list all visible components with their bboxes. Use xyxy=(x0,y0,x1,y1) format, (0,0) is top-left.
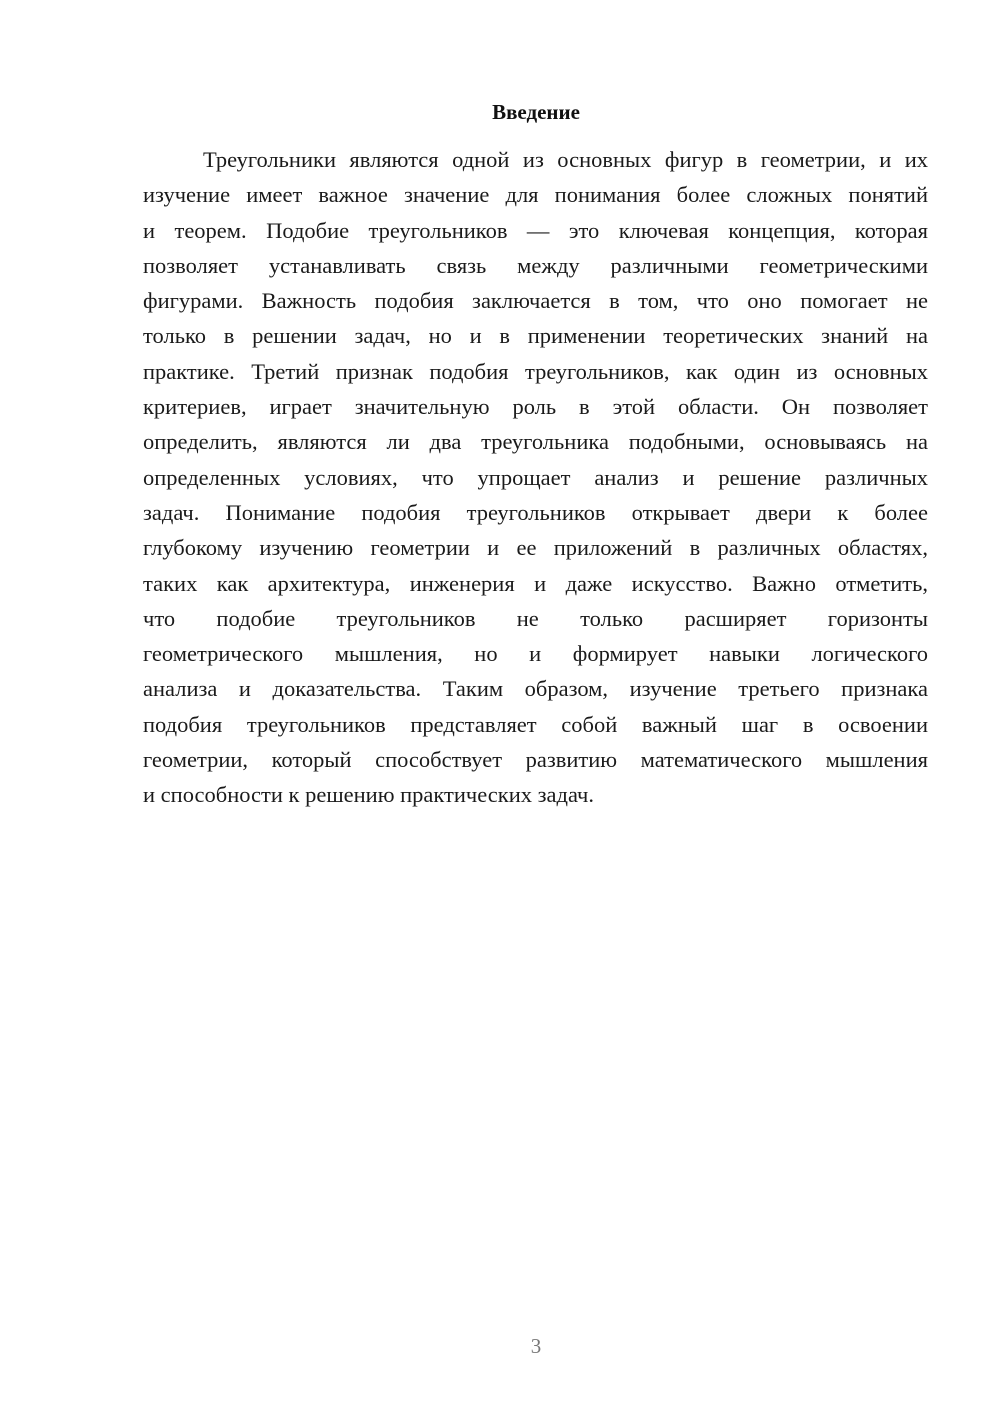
paragraph-line: геометрии, который способствует развитию математического мышления xyxy=(143,747,928,773)
paragraph-line: подобия треугольников представляет собой важный шаг в освоении xyxy=(143,711,928,737)
introduction-paragraph xyxy=(143,142,928,813)
paragraph-line: фигурами. Важность подобия заключается в том, что оно помогает не xyxy=(143,288,928,314)
paragraph-line: таких как архитектура, инженерия и даже искусство. Важно отметить, xyxy=(143,570,928,596)
paragraph-line: геометрического мышления, но и формирует навыки логического xyxy=(143,641,928,667)
paragraph-line: позволяет устанавливать связь между различными геометрическими xyxy=(143,252,928,278)
paragraph-line: и способности к решению практических задач. xyxy=(143,782,594,808)
paragraph-line: глубокому изучению геометрии и ее приложений в различных областях, xyxy=(143,535,928,561)
paragraph-line: определенных условиях, что упрощает анализ и решение различных xyxy=(143,464,928,490)
paragraph-line: только в решении задач, но и в применении теоретических знаний на xyxy=(143,323,928,349)
paragraph-line: и теорем. Подобие треугольников — это ключевая концепция, которая xyxy=(143,217,928,243)
paragraph-line: Треугольники являются одной из основных фигур в геометрии, и их xyxy=(203,147,928,172)
paragraph-line: практике. Третий признак подобия треугольников, как один из основных xyxy=(143,358,928,384)
paragraph-line: определить, являются ли два треугольника подобными, основываясь на xyxy=(143,429,928,455)
section-title: Введение xyxy=(492,100,580,124)
paragraph-line: задач. Понимание подобия треугольников открывает двери к более xyxy=(143,499,928,525)
paragraph-line: анализа и доказательства. Таким образом, изучение третьего признака xyxy=(143,676,928,702)
page-number: 3 xyxy=(530,1334,542,1358)
paragraph-line: критериев, играет значительную роль в этой области. Он позволяет xyxy=(143,394,928,420)
paragraph-line: изучение имеет важное значение для понимания более сложных понятий xyxy=(143,182,928,208)
paragraph-line: что подобие треугольников не только расширяет горизонты xyxy=(143,605,928,631)
